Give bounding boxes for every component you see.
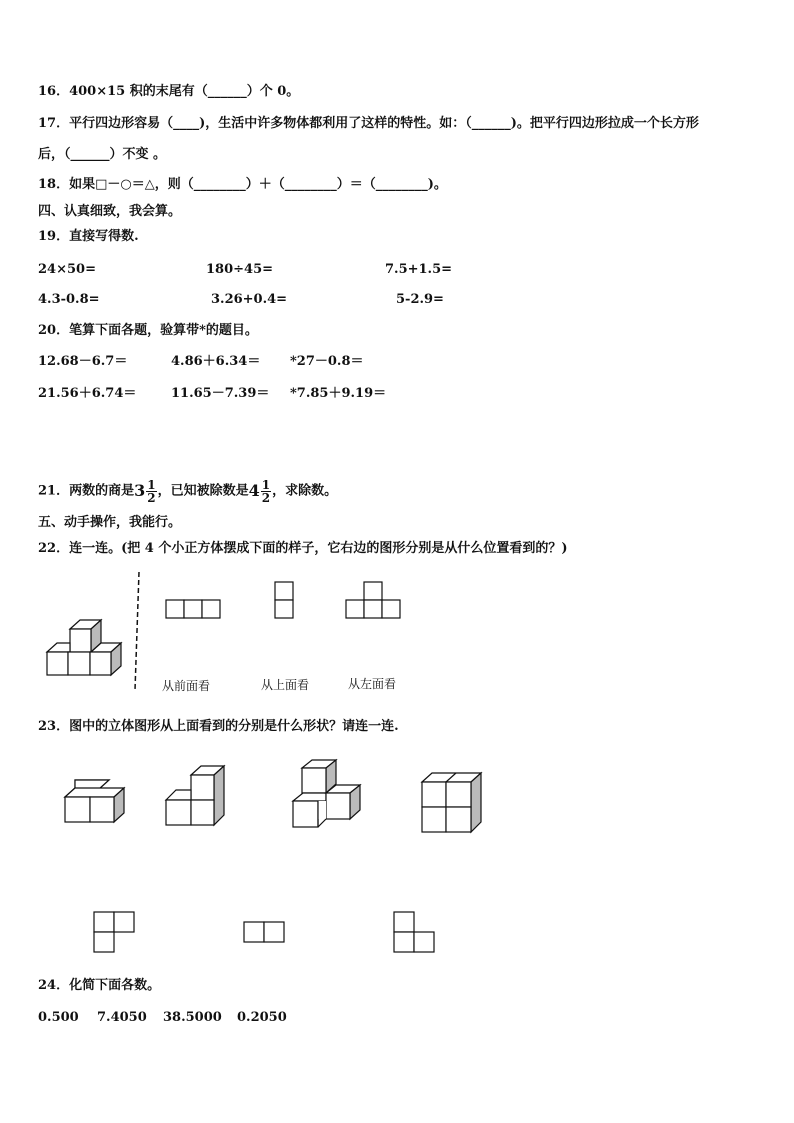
question-20: 20．笔算下面各题，验算带*的题目。: [38, 323, 258, 338]
q19-item-2: 180÷45=: [206, 262, 274, 277]
question-17-line-1: 17．平行四边形容易（____)，生活中许多物体都利用了这样的特性。如：（______)。把平行四边形拉成一个长方形: [38, 116, 699, 131]
q24-item-2: 7.4050: [97, 1010, 147, 1025]
question-24: 24．化简下面各数。: [38, 978, 161, 993]
q20-item-1: 12.68－6.7＝: [38, 354, 128, 369]
q24-item-1: 0.500: [38, 1010, 79, 1025]
q22-label-front: 从前面看: [162, 679, 211, 693]
q19-item-3: 7.5+1.5=: [385, 262, 453, 277]
q19-item-1: 24×50=: [38, 262, 96, 277]
question-23: 23．图中的立体图形从上面看到的分别是什么形状？请连一连.: [38, 719, 399, 734]
fraction-2: $\frac{1}{2}$: [261, 477, 271, 505]
q23-view-l-shape-1: [94, 912, 134, 952]
q20-item-6: *7.85＋9.19＝: [290, 386, 387, 401]
mixed-number-1-whole: 3: [134, 481, 146, 500]
q22-label-top: 从上面看: [261, 678, 310, 692]
q23-view-l-shape-2: [394, 912, 434, 952]
section-5-heading: 五、动手操作，我能行。: [38, 515, 182, 530]
mixed-number-2-whole: 4: [248, 481, 260, 500]
q19-item-6: 5-2.9=: [396, 292, 444, 307]
section-4-heading: 四、认真细致，我会算。: [38, 204, 182, 219]
q24-item-3: 38.5000: [163, 1010, 222, 1025]
q22-label-left: 从左面看: [348, 677, 397, 691]
question-19: 19．直接写得数.: [38, 229, 139, 244]
q23-solid-2: [166, 766, 224, 825]
q23-view-row-of-two: [244, 922, 284, 942]
question-18: 18．如果□－○＝△，则（________）＋（________）＝（________)。: [38, 177, 447, 192]
q23-solid-1: [65, 780, 124, 822]
q23-solid-4: [422, 773, 481, 832]
q24-item-4: 0.2050: [237, 1010, 287, 1025]
q20-item-5: 11.65－7.39＝: [171, 386, 270, 401]
fraction-1: $\frac{1}{2}$: [147, 477, 156, 505]
q20-item-4: 21.56＋6.74＝: [38, 386, 137, 401]
q20-item-2: 4.86＋6.34＝: [171, 354, 261, 369]
question-21: 21．两数的商是3 $\frac{1}{2}$ ，已知被除数是4 $\frac{1}{2}$ ，求除数。: [38, 477, 338, 505]
question-16: 16．400×15 积的末尾有（______）个 0。: [38, 84, 300, 99]
q23-solid-3: [293, 760, 360, 827]
q19-item-5: 3.26+0.4=: [211, 292, 288, 307]
q20-item-3: *27－0.8＝: [290, 354, 364, 369]
q19-item-4: 4.3-0.8=: [38, 292, 100, 307]
question-17-line-2: 后，（______）不变 。: [38, 147, 167, 162]
question-22: 22．连一连。(把 4 个小正方体摆成下面的样子，它右边的图形分别是从什么位置看到的？): [38, 541, 568, 556]
